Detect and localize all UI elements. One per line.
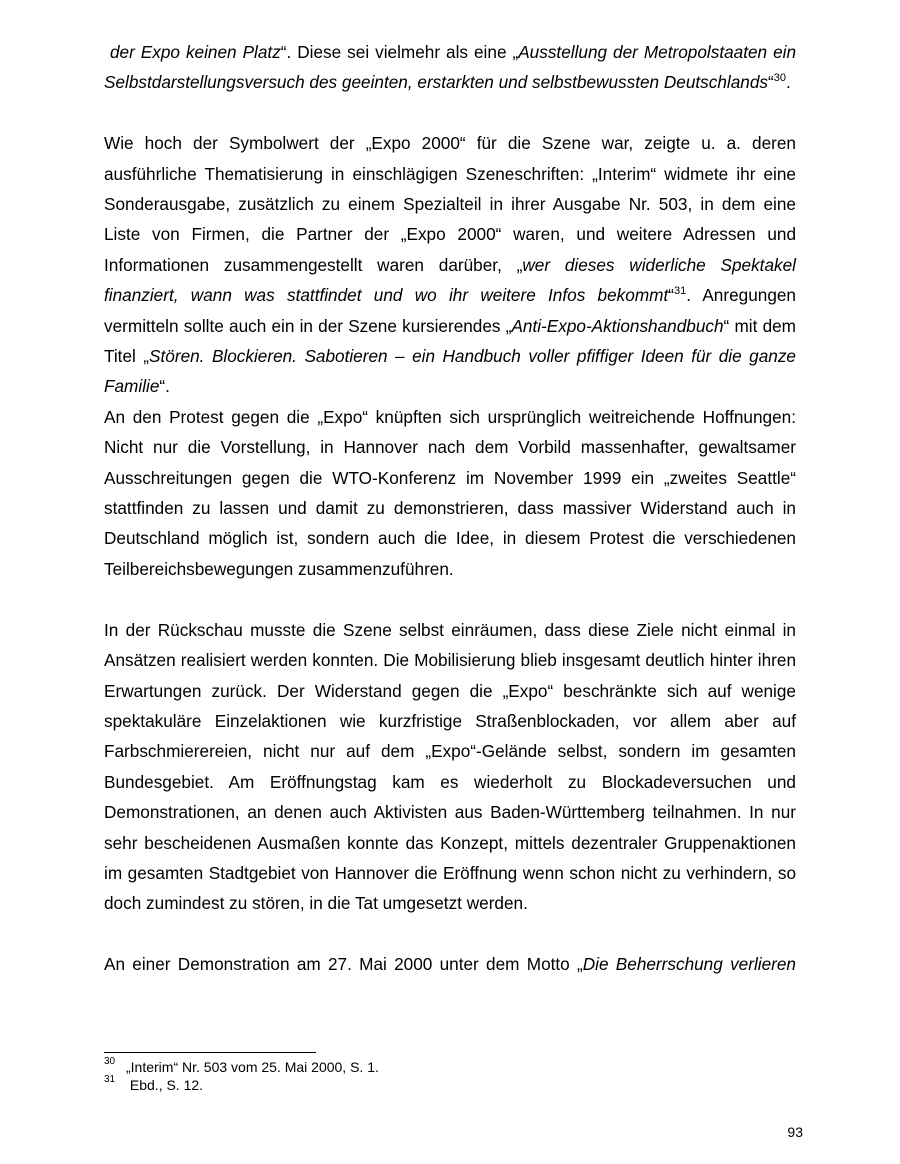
quote-italic: Stören. Blockieren. Sabotieren – ein Handbuch voller pfiffiger Ideen für die ganze Familie bbox=[104, 346, 796, 397]
footnote-separator bbox=[104, 1052, 316, 1053]
quote-italic: Die Beherrschung verlieren bbox=[582, 954, 796, 975]
paragraph-1 bbox=[104, 37, 796, 98]
footnote-31 bbox=[104, 1076, 796, 1094]
footnote-ref-31[interactable]: 31 bbox=[673, 285, 687, 298]
paragraph-spacer bbox=[104, 919, 796, 949]
paragraph-5 bbox=[104, 949, 796, 979]
text-run: “ bbox=[768, 72, 774, 93]
paragraph-2 bbox=[104, 128, 796, 402]
footnote-ref-30[interactable]: 30 bbox=[773, 72, 787, 85]
paragraph-4: In der Rückschau musste die Szene selbst einräumen, dass diese Ziele nicht einmal in Ansätzen realisiert werden konnten. Die Mobilisierung blieb insgesamt deutlich hinter ihren Erwartungen zurück. Der Widerstand gegen die „Expo“ beschränkte sich auf wenige spektakuläre Einzelaktionen wie kurzfristige Straßenblockaden, vor allem aber auf Farbschmierereien, nicht nur auf dem „Expo“-Gelände selbst, sondern im gesamten Bundesgebiet. Am Eröffnungstag kam es wiederholt zu Blockadeversuchen und Demonstrationen, an denen auch Aktivisten aus Baden-Württemberg teilnahmen. In nur sehr bescheidenen Ausmaßen konnte das Konzept, mittels dezentraler Gruppenaktionen im gesamten Stadtgebiet von Hannover die Eröffnung wenn schon nicht zu verhindern, so doch zumindest zu stören, in die Tat umgesetzt werden. bbox=[104, 619, 796, 914]
text-run: “ bbox=[668, 285, 674, 306]
footnote-number: 31 bbox=[104, 1074, 116, 1085]
paragraph-3: An den Protest gegen die „Expo“ knüpften sich ursprünglich weitreichende Hoffnungen: Nicht nur die Vorstellung, in Hannover nach dem Vorbild massenhafter, gewaltsamer Ausschreitungen gegen die WTO-Konferenz im November 1999 ein „zweites Seattle“ stattfinden zu lassen und damit zu demonstrieren, dass massiver Widerstand auch in Deutschland möglich ist, sondern auch die Idee, in diesem Protest die verschiedenen Teilbereichsbewegungen zusammenzuführen. bbox=[104, 406, 796, 579]
text-run: “. bbox=[159, 376, 170, 397]
quote-italic: wer dieses widerliche Spektakel finanziert, wann was stattfindet und wo ihr weitere Infos bekommt bbox=[104, 254, 796, 306]
body-text bbox=[104, 37, 796, 980]
paragraph-spacer bbox=[104, 584, 796, 614]
paragraph-spacer bbox=[104, 98, 796, 128]
quote-italic: der Expo keinen Platz bbox=[109, 42, 281, 62]
footnote-number: 30 bbox=[104, 1056, 116, 1067]
footnote-text: Ebd., S. 12. bbox=[126, 1077, 204, 1093]
footnote-text: „Interim“ Nr. 503 vom 25. Mai 2000, S. 1. bbox=[126, 1059, 379, 1075]
text-run: “. Diese sei vielmehr als eine „ bbox=[280, 42, 519, 62]
footnotes bbox=[104, 1058, 796, 1094]
quote-italic: Ausstellung der Metropolstaaten ein Selbstdarstellungsversuch des geeinten, erstarkten und selbstbewussten Deutschlands bbox=[104, 42, 797, 93]
page-number: 93 bbox=[787, 1124, 803, 1140]
text-run: Wie hoch der Symbolwert der „Expo 2000“ für die Szene war, zeigte u. a. deren ausführliche Thematisierung in einschlägigen Szeneschriften: „Interim“ widmete ihr eine Sonderausgabe, zusätzlich zu einem Spezialteil in ihrer Ausgabe Nr. 503, in dem eine Liste von Firmen, die Partner der „Expo 2000“ waren, und weitere Adressen und Informationen zusammengestellt waren darüber, „ bbox=[104, 133, 796, 275]
text-run: An einer Demonstration am 27. Mai 2000 unter dem Motto „ bbox=[104, 954, 583, 975]
text-run: . bbox=[786, 72, 791, 93]
text-run: “ mit dem Titel „ bbox=[104, 315, 796, 367]
text-run: . Anregungen vermitteln sollte auch ein in der Szene kursierendes „ bbox=[104, 285, 796, 336]
quote-italic: Anti-Expo-Aktionshandbuch bbox=[511, 315, 724, 336]
footnote-30 bbox=[104, 1058, 796, 1076]
